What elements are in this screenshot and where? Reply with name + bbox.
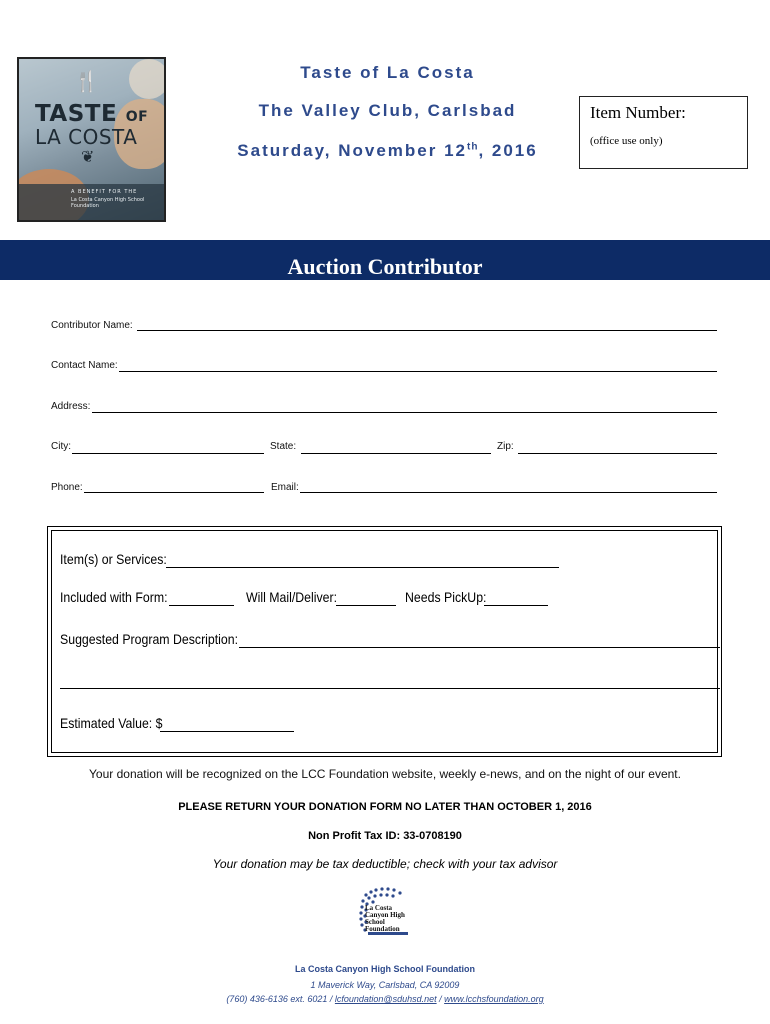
- contact-name-field[interactable]: [119, 371, 717, 372]
- items-field[interactable]: [166, 567, 559, 568]
- items-label: Item(s) or Services:: [60, 551, 167, 567]
- contact-separator: /: [436, 994, 445, 1004]
- mail-field[interactable]: [336, 605, 396, 606]
- item-number-label: Item Number:: [590, 103, 686, 122]
- contributor-name-label: Contributor Name:: [51, 320, 133, 331]
- bird-icon: ❦: [81, 149, 95, 166]
- included-label: Included with Form:: [60, 589, 168, 605]
- logo-photo-plate: [129, 59, 166, 99]
- address-label: Address:: [51, 401, 91, 412]
- description-field-line1[interactable]: [239, 647, 720, 648]
- foundation-logo-text: La Costa Canyon High School Foundation: [365, 904, 405, 933]
- item-number-note: (office use only): [590, 135, 663, 147]
- pickup-label: Needs PickUp:: [405, 589, 487, 605]
- zip-label: Zip:: [497, 441, 514, 452]
- return-deadline: PLEASE RETURN YOUR DONATION FORM NO LATER THAN OCTOBER 1, 2016: [178, 801, 592, 813]
- foundation-email-link[interactable]: lcfoundation@sduhsd.net: [334, 994, 437, 1004]
- logo-title-line1: TASTE OF: [35, 101, 149, 127]
- state-field[interactable]: [301, 453, 491, 454]
- zip-field[interactable]: [518, 453, 717, 454]
- foundation-website-link[interactable]: www.lcchsfoundation.org: [444, 994, 544, 1004]
- contact-name-label: Contact Name:: [51, 360, 118, 371]
- utensils-icon: 🍴: [74, 71, 101, 93]
- item-number-box[interactable]: [579, 96, 748, 169]
- description-field-line2[interactable]: [60, 688, 720, 689]
- recognition-note: Your donation will be recognized on the LCC Foundation website, weekly e-news, and on the night of our event.: [89, 767, 681, 781]
- foundation-address: 1 Maverick Way, Carlsbad, CA 92009: [310, 980, 460, 990]
- value-label: Estimated Value: $: [60, 715, 163, 731]
- tax-id: Non Profit Tax ID: 33-0708190: [308, 830, 462, 842]
- logo-title-line2: LA COSTA: [35, 125, 138, 149]
- city-label: City:: [51, 441, 71, 452]
- logo-benefit-line2: La Costa Canyon High School Foundation: [71, 197, 145, 209]
- section-title: Auction Contributor: [287, 254, 483, 279]
- pickup-field[interactable]: [484, 605, 548, 606]
- mail-label: Will Mail/Deliver:: [246, 589, 338, 605]
- phone-label: Phone:: [51, 482, 83, 493]
- email-field[interactable]: [300, 492, 717, 493]
- state-label: State:: [270, 441, 297, 452]
- address-field[interactable]: [92, 412, 717, 413]
- included-field[interactable]: [169, 605, 234, 606]
- event-date: Saturday, November 12th, 2016: [237, 141, 538, 160]
- deductible-note: Your donation may be tax deductible; check with your tax advisor: [212, 857, 558, 871]
- foundation-phone: (760) 436-6136 ext. 6021 /: [226, 994, 335, 1004]
- logo-benefit-line1: A BENEFIT FOR THE: [71, 189, 138, 195]
- contributor-name-field[interactable]: [137, 330, 717, 331]
- phone-field[interactable]: [84, 492, 264, 493]
- city-field[interactable]: [72, 453, 264, 454]
- email-label: Email:: [271, 482, 299, 493]
- description-label: Suggested Program Description:: [60, 631, 239, 647]
- foundation-contact: [0, 994, 770, 1004]
- foundation-name: La Costa Canyon High School Foundation: [295, 964, 475, 974]
- value-field[interactable]: [160, 731, 294, 732]
- event-name: Taste of La Costa: [300, 63, 475, 82]
- taste-of-la-costa-logo: [17, 57, 166, 222]
- event-venue: The Valley Club, Carlsbad: [258, 101, 517, 120]
